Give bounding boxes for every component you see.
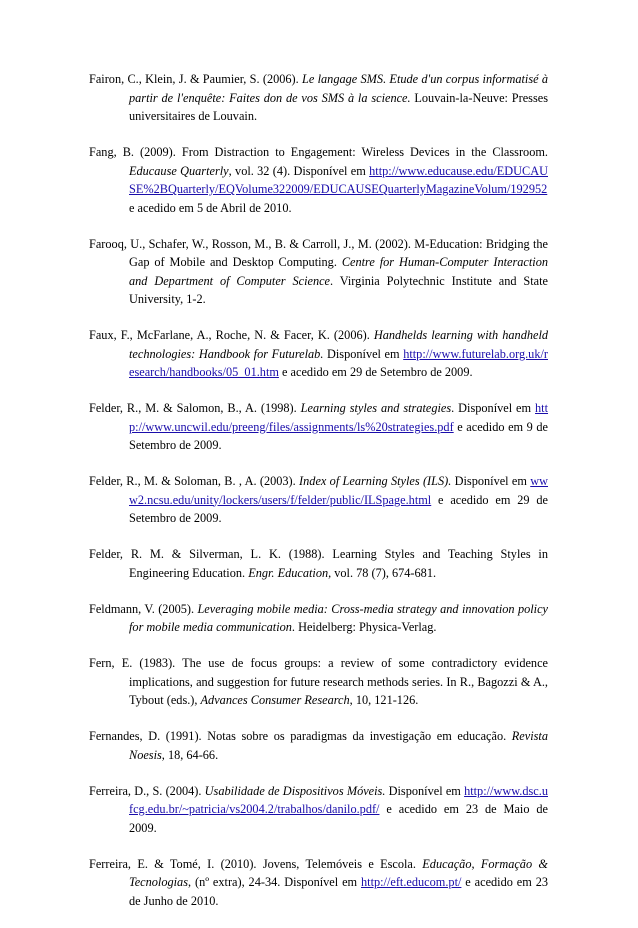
reference-details: Louvain-la-Neuve: Presses universitaires de Louvain. — [129, 90, 548, 123]
reference-title: Engr. Education, — [248, 565, 332, 580]
reference-authors-year: Felder, R., M. & Salomon, B., A. (1998). — [89, 401, 301, 415]
reference-access-date: e acedido em 23 de Junho de 2010. — [129, 875, 548, 908]
reference-details: , (nº extra), 24-34. Disponível em — [188, 875, 361, 889]
reference-link[interactable]: http://eft.educom.pt/ — [361, 875, 462, 889]
reference-title: Le langage SMS. Etude d'un corpus informatisé à partir de l'enquête: Faites don de vos SMS à la science. — [129, 72, 549, 105]
reference-details: 18, 64-66. — [164, 747, 219, 762]
reference-feldmann — [89, 600, 548, 637]
reference-details: . Heidelberg: Physica-Verlag. — [291, 620, 437, 634]
reference-felder-silverman — [89, 545, 548, 582]
reference-felder-soloman — [89, 472, 548, 528]
reference-fernandes — [89, 727, 548, 764]
reference-authors-year: Ferreira, E. & Tomé, I. (2010). Jovens, Telemóveis e Escola. — [89, 856, 423, 871]
reference-link[interactable]: www2.ncsu.edu/unity/lockers/users/f/felder/public/ILSpage.html — [129, 474, 549, 507]
reference-access-date: e acedido em 29 de Setembro de 2009. — [278, 365, 473, 379]
reference-fern — [89, 654, 548, 710]
reference-title: Learning styles and strategies — [300, 401, 452, 415]
reference-title: Centre for Human-Computer Interaction and Department of Computer Science — [129, 255, 548, 288]
reference-authors-year: Felder, R. M. & Silverman, L. K. (1988). Learning Styles and Teaching Styles in Engineering Education. — [89, 547, 548, 580]
reference-fairon — [89, 70, 548, 126]
reference-access-date: e acedido em 5 de Abril de 2010. — [129, 200, 292, 215]
reference-authors-year: Feldmann, V. (2005). — [89, 601, 198, 616]
reference-ferreira-tome — [89, 855, 548, 911]
reference-title: Leveraging mobile media: Cross-media strategy and innovation policy for mobile media communication — [129, 601, 549, 634]
reference-link[interactable]: http://www.educause.edu/EDUCAUSE%2BQuarterly/EQVolume322009/EDUCAUSEQuarterlyMagazineVolum/192952 — [129, 163, 548, 196]
reference-authors-year: Ferreira, D., S. (2004). — [89, 783, 205, 798]
reference-access-date: e acedido em 23 de Maio de 2009. — [129, 802, 548, 835]
reference-authors-year: Fang, B. (2009). From Distraction to Engagement: Wireless Devices in the Classroom. — [89, 145, 548, 159]
reference-details: . Virginia Polytechnic Institute and State University, 1-2. — [129, 273, 548, 306]
reference-title: Educação, Formação & Tecnologias — [129, 856, 548, 889]
reference-felder-salomon — [89, 399, 548, 455]
reference-authors-year: Faux, F., McFarlane, A., Roche, N. & Facer, K. (2006). — [89, 328, 374, 342]
reference-authors-year: Fernandes, D. (1991). Notas sobre os paradigmas da investigação em educação. — [89, 729, 512, 743]
reference-authors-year: Felder, R., M. & Soloman, B. , A. (2003). — [89, 474, 300, 488]
reference-details: Disponível em — [385, 783, 465, 798]
reference-access-date: e acedido em 29 de Setembro de 2009. — [129, 492, 548, 525]
reference-details: vol. 78 (7), 674-681. — [331, 565, 437, 580]
reference-authors-year: Fern, E. (1983). The use de focus groups: a review of some contradictory evidence implications, and suggestion for future research methods series. In R., Bagozzi & A., Tybout (eds.), — [89, 656, 548, 707]
reference-details: Disponível em — [323, 346, 404, 361]
reference-title: Usabilidade de Dispositivos Móveis. — [204, 783, 386, 798]
reference-authors-year: Farooq, U., Schafer, W., Rosson, M., B. & Carroll, J., M. (2002). M-Education: Bridging the Gap of Mobile and Desktop Computing. — [89, 236, 548, 269]
reference-title: Index of Learning Styles (ILS). — [299, 474, 452, 488]
reference-farooq — [89, 235, 548, 309]
reference-link[interactable]: http://www.dsc.ufcg.edu.br/~patricia/vs2004.2/trabalhos/danilo.pdf/ — [129, 783, 548, 816]
reference-list — [89, 70, 548, 928]
reference-ferreira-d — [89, 782, 548, 838]
reference-title: Advances Consumer Research — [200, 693, 350, 707]
reference-title: Revista Noesis, — [129, 729, 548, 762]
reference-link[interactable]: http://www.futurelab.org.uk/research/handbooks/05_01.htm — [129, 346, 548, 379]
reference-fang — [89, 143, 548, 217]
reference-title: Educause Quarterly — [129, 163, 229, 178]
reference-details: , vol. 32 (4). Disponível em — [228, 163, 370, 178]
reference-details: , 10, 121-126. — [349, 693, 419, 707]
reference-title: Handhelds learning with handheld technologies: Handbook for Futurelab. — [129, 328, 549, 361]
reference-link[interactable]: http://www.uncwil.edu/preeng/files/assignments/ls%20strategies.pdf — [129, 401, 549, 434]
reference-authors-year: Fairon, C., Klein, J. & Paumier, S. (2006). — [89, 72, 303, 86]
reference-details: Disponível em — [451, 474, 531, 488]
reference-faux — [89, 326, 548, 382]
reference-access-date: e acedido em 9 de Setembro de 2009. — [129, 419, 548, 452]
reference-details: . Disponível em — [451, 401, 536, 415]
